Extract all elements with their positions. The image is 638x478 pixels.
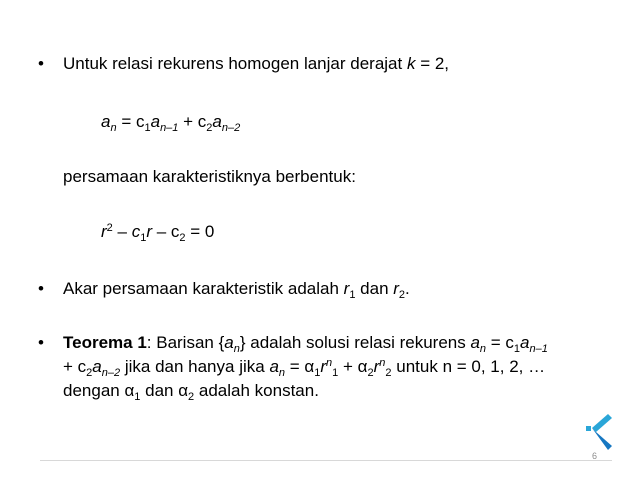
theorem-line-2: + $c_2a_{n-2}$ jika dan hanya jika $a_n = \alpha_1r^n_1 + \alpha_2r^n_2$ untuk n = 0, 1, 2, … bbox=[63, 357, 546, 379]
bullet-marker: • bbox=[38, 333, 44, 352]
bullet-marker: • bbox=[38, 279, 44, 298]
bullet-recurrence-intro: Untuk relasi rekurens homogen lanjar derajat k = 2, bbox=[63, 54, 450, 73]
recurrence-equation: $a_n = c_1a_{n-1} + c_2a_{n-2}$ bbox=[101, 112, 241, 134]
bullet-roots: Akar persamaan karakteristik adalah $r_1$ dan $r_2$. bbox=[63, 279, 410, 301]
page-number: 6 bbox=[592, 451, 598, 461]
theorem-line-1: Teorema 1: Barisan $\{a_n\}$ adalah solusi relasi rekurens $a_n = c_1a_{n-1}$ bbox=[63, 333, 548, 355]
footer-divider bbox=[40, 460, 612, 461]
characteristic-intro: persamaan karakteristiknya berbentuk: bbox=[63, 167, 356, 186]
theorem-line-3: dengan $\alpha_1$ dan $\alpha_2$ adalah konstan. bbox=[63, 381, 319, 403]
theorem-title: Teorema 1 bbox=[63, 333, 147, 352]
bullet-marker: • bbox=[38, 54, 44, 73]
characteristic-equation: $r^2 - c_1r - c_2 = 0$ bbox=[101, 222, 215, 244]
k-logo-icon bbox=[586, 412, 612, 452]
